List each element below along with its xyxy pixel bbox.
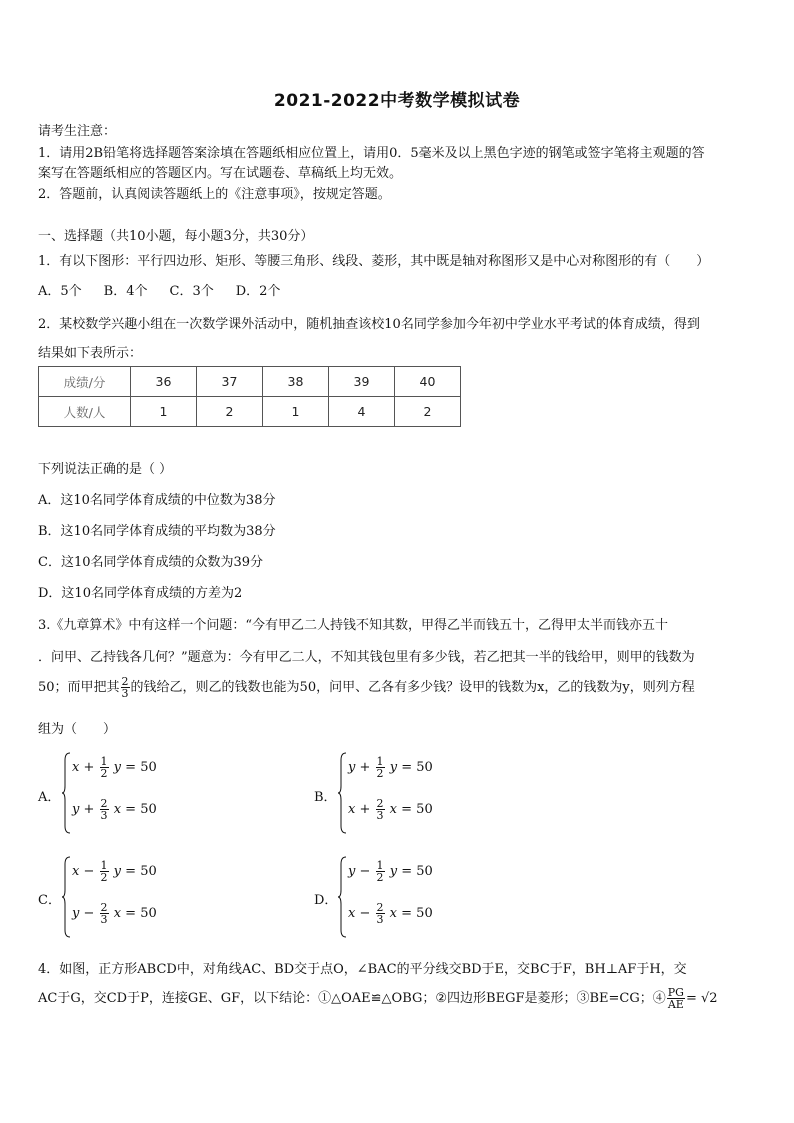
frac-num: 1 [376, 859, 384, 872]
frac-den: 2 [100, 767, 108, 780]
left-brace-icon [338, 856, 348, 938]
table-row [39, 367, 461, 397]
fraction [100, 860, 109, 883]
eq-var: y [348, 864, 356, 879]
table-cell: 4 [329, 397, 395, 427]
q3-line-4: 组为（ ） [38, 722, 117, 737]
eq-rhs: = 50 [125, 802, 157, 817]
q3-eq-b2 [348, 798, 433, 821]
frac-den: AE [667, 998, 684, 1011]
q3-line-3 [38, 674, 695, 702]
frac-num: PG [667, 986, 684, 999]
eq-var: y [389, 760, 398, 775]
frac-num: 2 [100, 901, 108, 914]
q4-line-2-text: AC于G，交CD于P，连接GE、GF，以下结论：①△OAE≌△OBG；②四边形BEGF是菱形；③BE=CG；④ [38, 991, 666, 1006]
fraction [376, 902, 385, 925]
frac-num: 2 [121, 675, 129, 688]
fraction [121, 676, 130, 699]
eq-var: y [113, 760, 122, 775]
frac-den: 3 [100, 913, 108, 926]
eq-var: y [72, 802, 80, 817]
q2-option-d[interactable]: D．这10名同学体育成绩的方差为2 [38, 586, 243, 601]
eq-var: x [348, 906, 356, 921]
fraction [376, 860, 385, 883]
q1-option-a[interactable]: A．5个 [38, 284, 82, 299]
q3-eq-a1 [72, 756, 157, 779]
left-brace-icon [62, 752, 72, 834]
frac-den: 3 [376, 913, 384, 926]
q1-option-c[interactable]: C．3个 [169, 284, 214, 299]
eq-op: + [83, 802, 95, 817]
eq-op: − [83, 864, 95, 879]
q4-tail: = √2 [685, 991, 718, 1006]
q1-stem: 1．有以下图形：平行四边形、矩形、等腰三角形、线段、菱形，其中既是轴对称图形又是中心对称图形的有（ ） [38, 254, 710, 269]
q3-option-a-label[interactable]: A． [38, 790, 61, 805]
eq-op: − [359, 864, 371, 879]
frac-num: 1 [100, 755, 108, 768]
eq-rhs: = 50 [401, 864, 433, 879]
eq-op: + [83, 760, 95, 775]
table-cell: 2 [197, 397, 263, 427]
eq-var: y [72, 906, 80, 921]
left-brace-icon [338, 752, 348, 834]
notice-heading: 请考生注意： [38, 124, 117, 139]
eq-rhs: = 50 [401, 802, 433, 817]
table-header-score: 成绩/分 [39, 367, 131, 397]
q3-eq-c1 [72, 860, 157, 883]
eq-op: + [359, 802, 371, 817]
table-cell: 1 [131, 397, 197, 427]
eq-var: x [389, 802, 398, 817]
frac-den: 3 [100, 809, 108, 822]
table-row [39, 397, 461, 427]
eq-var: y [348, 760, 356, 775]
fraction [376, 756, 385, 779]
page-title: 2021-2022中考数学模拟试卷 [273, 91, 521, 111]
fraction [100, 756, 109, 779]
frac-num: 2 [376, 797, 384, 810]
notice-item-2: 2．答题前，认真阅读答题纸上的《注意事项》，按规定答题。 [38, 187, 391, 202]
table-cell: 38 [263, 367, 329, 397]
q2-stem-a: 2．某校数学兴趣小组在一次数学课外活动中，随机抽查该校10名同学参加今年初中学业水平考试的体育成绩，得到 [38, 317, 700, 332]
fraction [100, 798, 109, 821]
eq-var: y [113, 864, 122, 879]
q3-line-3-post: 的钱给乙，则乙的钱数也能为50，问甲、乙各有多少钱？设甲的钱数为x，乙的钱数为y，则列方程 [130, 680, 695, 695]
fraction [100, 902, 109, 925]
frac-den: 3 [376, 809, 384, 822]
eq-var: x [348, 802, 356, 817]
table-cell: 39 [329, 367, 395, 397]
table-header-count: 人数/人 [39, 397, 131, 427]
q4-line-2 [38, 984, 718, 1014]
q3-eq-c2 [72, 902, 157, 925]
fraction [376, 798, 385, 821]
left-brace-icon [62, 856, 72, 938]
eq-var: x [113, 802, 122, 817]
table-cell: 2 [395, 397, 461, 427]
eq-var: x [72, 760, 80, 775]
q3-eq-a2 [72, 798, 157, 821]
table-cell: 40 [395, 367, 461, 397]
q3-eq-d2 [348, 902, 433, 925]
frac-num: 2 [376, 901, 384, 914]
q3-line-1: 3.《九章算术》中有这样一个问题：“今有甲乙二人持钱不知其数，甲得乙半而钱五十，乙得甲太半而钱亦五十 [38, 618, 669, 633]
frac-den: 2 [100, 871, 108, 884]
table-cell: 36 [131, 367, 197, 397]
frac-num: 1 [376, 755, 384, 768]
q2-ask: 下列说法正确的是（ ） [38, 462, 173, 477]
eq-op: + [359, 760, 371, 775]
notice-item-1a: 1．请用2B铅笔将选择题答案涂填在答题纸相应位置上，请用0．5毫米及以上黑色字迹的钢笔或签字笔将主观题的答 [38, 146, 705, 161]
eq-rhs: = 50 [125, 906, 157, 921]
q1-options [38, 280, 280, 299]
table-cell: 1 [263, 397, 329, 427]
fraction [667, 987, 685, 1010]
q1-option-d[interactable]: D．2个 [235, 284, 281, 299]
q3-option-c-label[interactable]: C． [38, 893, 61, 908]
eq-var: x [389, 906, 398, 921]
frac-num: 1 [100, 859, 108, 872]
eq-op: − [83, 906, 95, 921]
table-cell: 37 [197, 367, 263, 397]
section-heading: 一、选择题（共10小题，每小题3分，共30分） [38, 229, 314, 244]
q2-option-c[interactable]: C．这10名同学体育成绩的众数为39分 [38, 555, 264, 570]
frac-den: 2 [376, 871, 384, 884]
q2-option-a[interactable]: A．这10名同学体育成绩的中位数为38分 [38, 493, 276, 508]
q2-stem-b: 结果如下表所示： [38, 346, 143, 361]
eq-var: x [113, 906, 122, 921]
q1-option-b[interactable]: B．4个 [103, 284, 148, 299]
eq-op: − [359, 906, 371, 921]
notice-item-1b: 案写在答题纸相应的答题区内。写在试题卷、草稿纸上均无效。 [38, 166, 403, 181]
q3-option-b-label[interactable]: B． [314, 790, 337, 805]
q3-eq-b1 [348, 756, 433, 779]
frac-den: 3 [121, 687, 129, 700]
eq-rhs: = 50 [401, 760, 433, 775]
q3-line-3-pre: 50；而甲把其 [38, 680, 120, 695]
q2-option-b[interactable]: B．这10名同学体育成绩的平均数为38分 [38, 524, 276, 539]
eq-rhs: = 50 [401, 906, 433, 921]
eq-rhs: = 50 [125, 864, 157, 879]
q3-option-d-label[interactable]: D． [314, 893, 338, 908]
eq-var: x [72, 864, 80, 879]
eq-var: y [389, 864, 398, 879]
eq-rhs: = 50 [125, 760, 157, 775]
frac-num: 2 [100, 797, 108, 810]
q3-line-2: ．问甲、乙持钱各几何？”题意为：今有甲乙二人，不知其钱包里有多少钱，若乙把其一半的钱给甲，则甲的钱数为 [38, 650, 695, 665]
q3-eq-d1 [348, 860, 433, 883]
frac-den: 2 [376, 767, 384, 780]
score-table [38, 366, 461, 427]
q4-line-1: 4．如图，正方形ABCD中，对角线AC、BD交于点O，∠BAC的平分线交BD于E，交BC于F，BH⊥AF于H，交 [38, 962, 687, 977]
